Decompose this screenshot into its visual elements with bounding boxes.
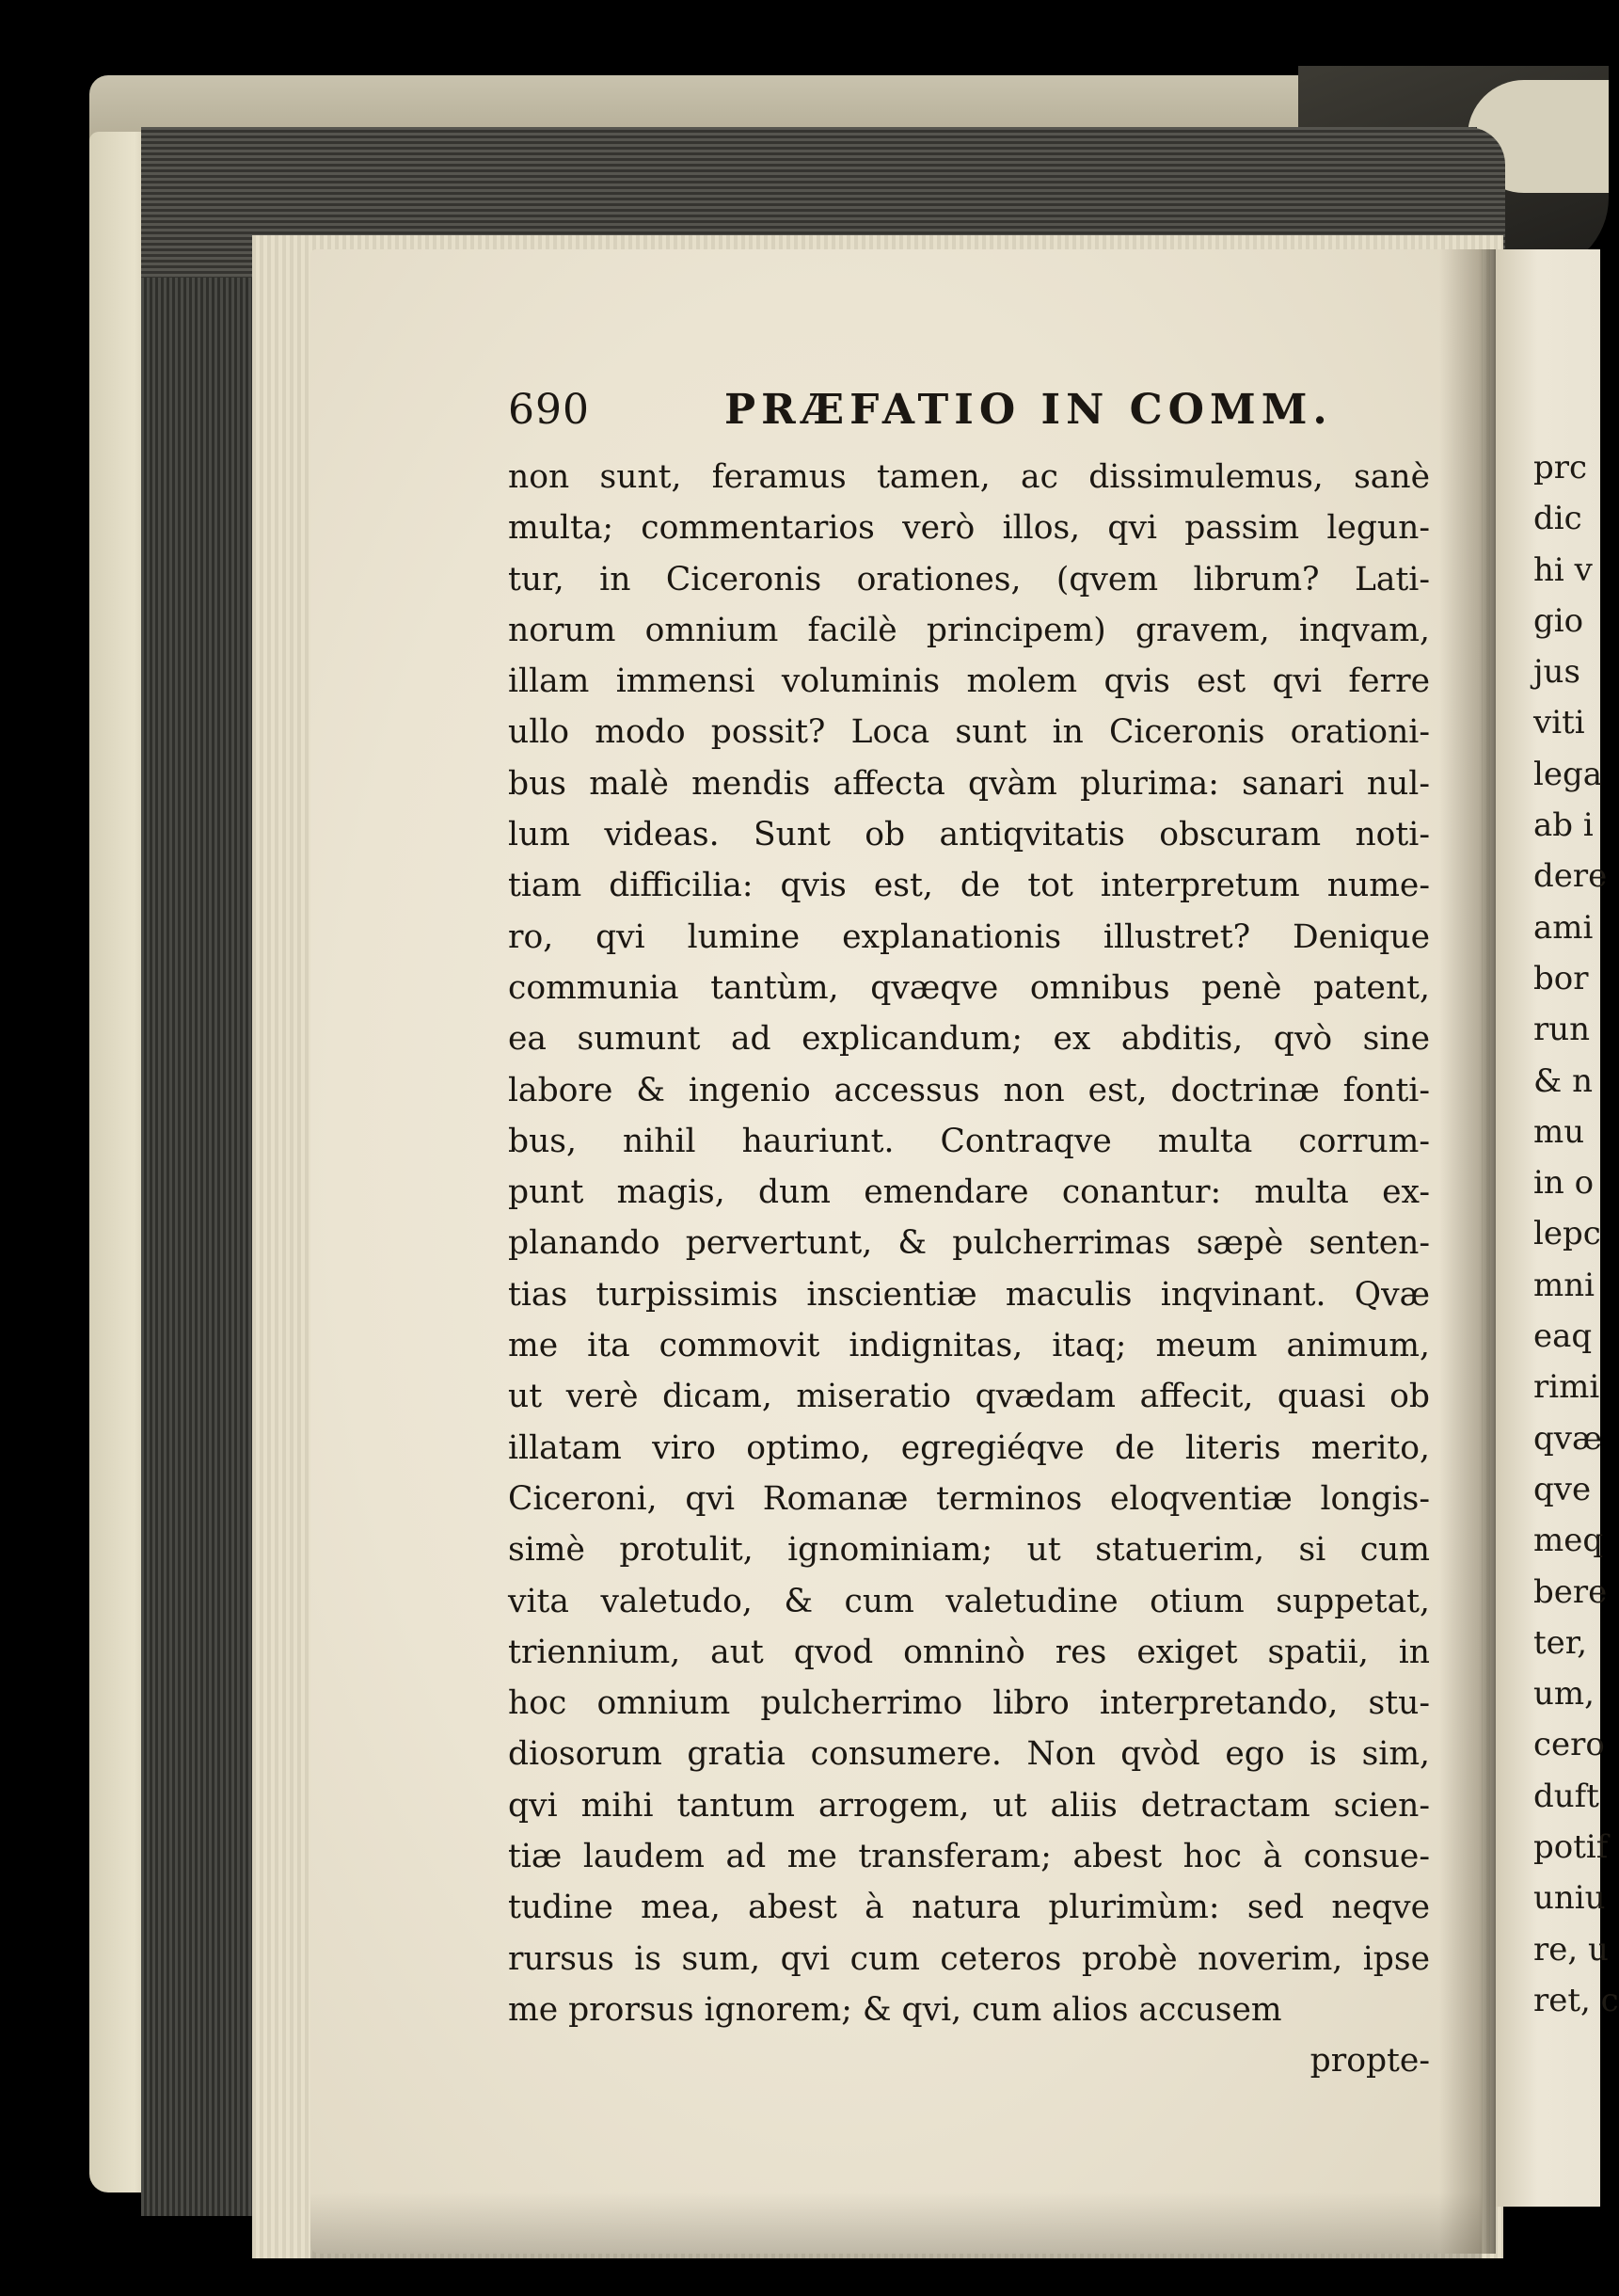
text-line: communia tantùm, qvæqve omnibus penè patent, [508, 968, 1430, 1007]
next-page-line-fragment: lepc [1533, 1215, 1601, 1253]
text-line: me ita commovit indignitas, itaq; meum animum, [508, 1327, 1430, 1365]
next-page-line-fragment: uniu [1533, 1879, 1606, 1918]
next-page-line-fragment: ret, c [1533, 1981, 1619, 2019]
next-page-line-fragment: meq [1533, 1522, 1604, 1560]
next-page-line-fragment: rimi [1533, 1368, 1600, 1407]
next-page-line-fragment: lega [1533, 755, 1603, 793]
next-page-line-fragment: re, u [1533, 1930, 1609, 1969]
next-page-line-fragment: hi v [1533, 550, 1593, 589]
next-page-line-fragment: ter, [1533, 1623, 1588, 1662]
text-line: tiæ laudem ad me transferam; abest hoc à consue- [508, 1838, 1430, 1876]
text-line: labore & ingenio accessus non est, doctrinæ fonti- [508, 1071, 1430, 1109]
text-line: tias turpissimis inscientiæ maculis inqvinant. Qvæ [508, 1275, 1430, 1314]
text-line: diosorum gratia consumere. Non qvòd ego is sim, [508, 1735, 1430, 1774]
text-line: tur, in Ciceronis orationes, (qvem librum? Lati- [508, 560, 1430, 598]
text-line: qvi mihi tantum arrogem, ut aliis detractam scien- [508, 1786, 1430, 1825]
next-page-line-fragment: mu [1533, 1112, 1585, 1151]
text-line: bus malè mendis affecta qvàm plurima: sanari nul- [508, 764, 1430, 803]
next-page-line-fragment: bere [1533, 1572, 1608, 1611]
next-page-line-fragment: qve [1533, 1470, 1592, 1508]
next-page-line-fragment: um, [1533, 1675, 1595, 1714]
catchword: propte- [1309, 2042, 1430, 2081]
next-page-line-fragment: eaq [1533, 1317, 1593, 1356]
next-page-line-fragment: cero [1533, 1726, 1605, 1764]
text-line: bus, nihil hauriunt. Contraqve multa corrum- [508, 1122, 1430, 1160]
page-shadow [310, 2192, 1482, 2258]
text-line: triennium, aut qvod omninò res exiget spatii, in [508, 1633, 1430, 1671]
text-line: non sunt, feramus tamen, ac dissimulemus, sanè [508, 458, 1430, 496]
text-line: tiam difficilia: qvis est, de tot interpretum nume- [508, 867, 1430, 905]
running-head [508, 386, 1430, 452]
next-page-line-fragment: qvæ [1533, 1419, 1602, 1458]
text-line: Ciceroni, qvi Romanæ terminos eloqventiæ longis- [508, 1479, 1430, 1518]
text-line: tudine mea, abest à natura plurimùm: sed neqve [508, 1889, 1430, 1927]
text-line: illam immensi voluminis molem qvis est qvi ferre [508, 662, 1430, 701]
text-line: ro, qvi lumine explanationis illustret? Denique [508, 917, 1430, 956]
gutter-shadow [1439, 249, 1496, 2254]
next-page-line-fragment: run [1533, 1011, 1591, 1049]
next-page-line-fragment: mni [1533, 1266, 1595, 1304]
next-page-line-fragment: ami [1533, 908, 1594, 947]
next-page-line-fragment: jus [1533, 653, 1580, 692]
next-page-line-fragment: potif [1533, 1828, 1609, 1867]
next-page-line-fragment: dic [1533, 500, 1582, 538]
text-line: multa; commentarios verò illos, qvi passim legun- [508, 509, 1430, 548]
page-number: 690 [508, 386, 590, 434]
body-text [508, 452, 1430, 2035]
text-line: ullo modo possit? Loca sunt in Ciceronis orationi- [508, 713, 1430, 752]
next-page-line-fragment: dere [1533, 857, 1608, 896]
text-line: ea sumunt ad explicandum; ex abditis, qvò sine [508, 1020, 1430, 1059]
next-page-line-fragment: duft [1533, 1777, 1599, 1815]
running-title: PRÆFATIO IN COMM. [724, 386, 1333, 434]
next-page-line-fragment: prc [1533, 449, 1588, 486]
text-line: hoc omnium pulcherrimo libro interpretando, stu- [508, 1684, 1430, 1723]
text-line: lum videas. Sunt ob antiqvitatis obscuram noti- [508, 816, 1430, 854]
text-line: ut verè dicam, miseratio qvædam affecit, quasi ob [508, 1378, 1430, 1416]
text-line: rursus is sum, qvi cum ceteros probè noverim, ipse [508, 1939, 1430, 1978]
text-line: vita valetudo, & cum valetudine otium suppetat, [508, 1582, 1430, 1620]
next-page-line-fragment: viti [1533, 704, 1585, 742]
next-page-line-fragment: gio [1533, 601, 1584, 640]
text-line: illatam viro optimo, egregiéqve de literis merito, [508, 1428, 1430, 1467]
text-line: simè protulit, ignominiam; ut statuerim, si cum [508, 1531, 1430, 1570]
next-page-line-fragment: ab i [1533, 806, 1594, 845]
right-page-text [1533, 442, 1619, 2026]
text-line: planando pervertunt, & pulcherrimas sæpè senten- [508, 1224, 1430, 1263]
next-page-line-fragment: bor [1533, 959, 1589, 997]
next-page-line-fragment: in o [1533, 1164, 1595, 1203]
page-text [508, 386, 1430, 2086]
next-page-line-fragment: & n [1533, 1061, 1593, 1100]
text-line: norum omnium facilè principem) gravem, inqvam, [508, 611, 1430, 649]
text-line: punt magis, dum emendare conantur: multa ex- [508, 1173, 1430, 1212]
text-line: me prorsus ignorem; & qvi, cum alios accusem [508, 1990, 1282, 2029]
